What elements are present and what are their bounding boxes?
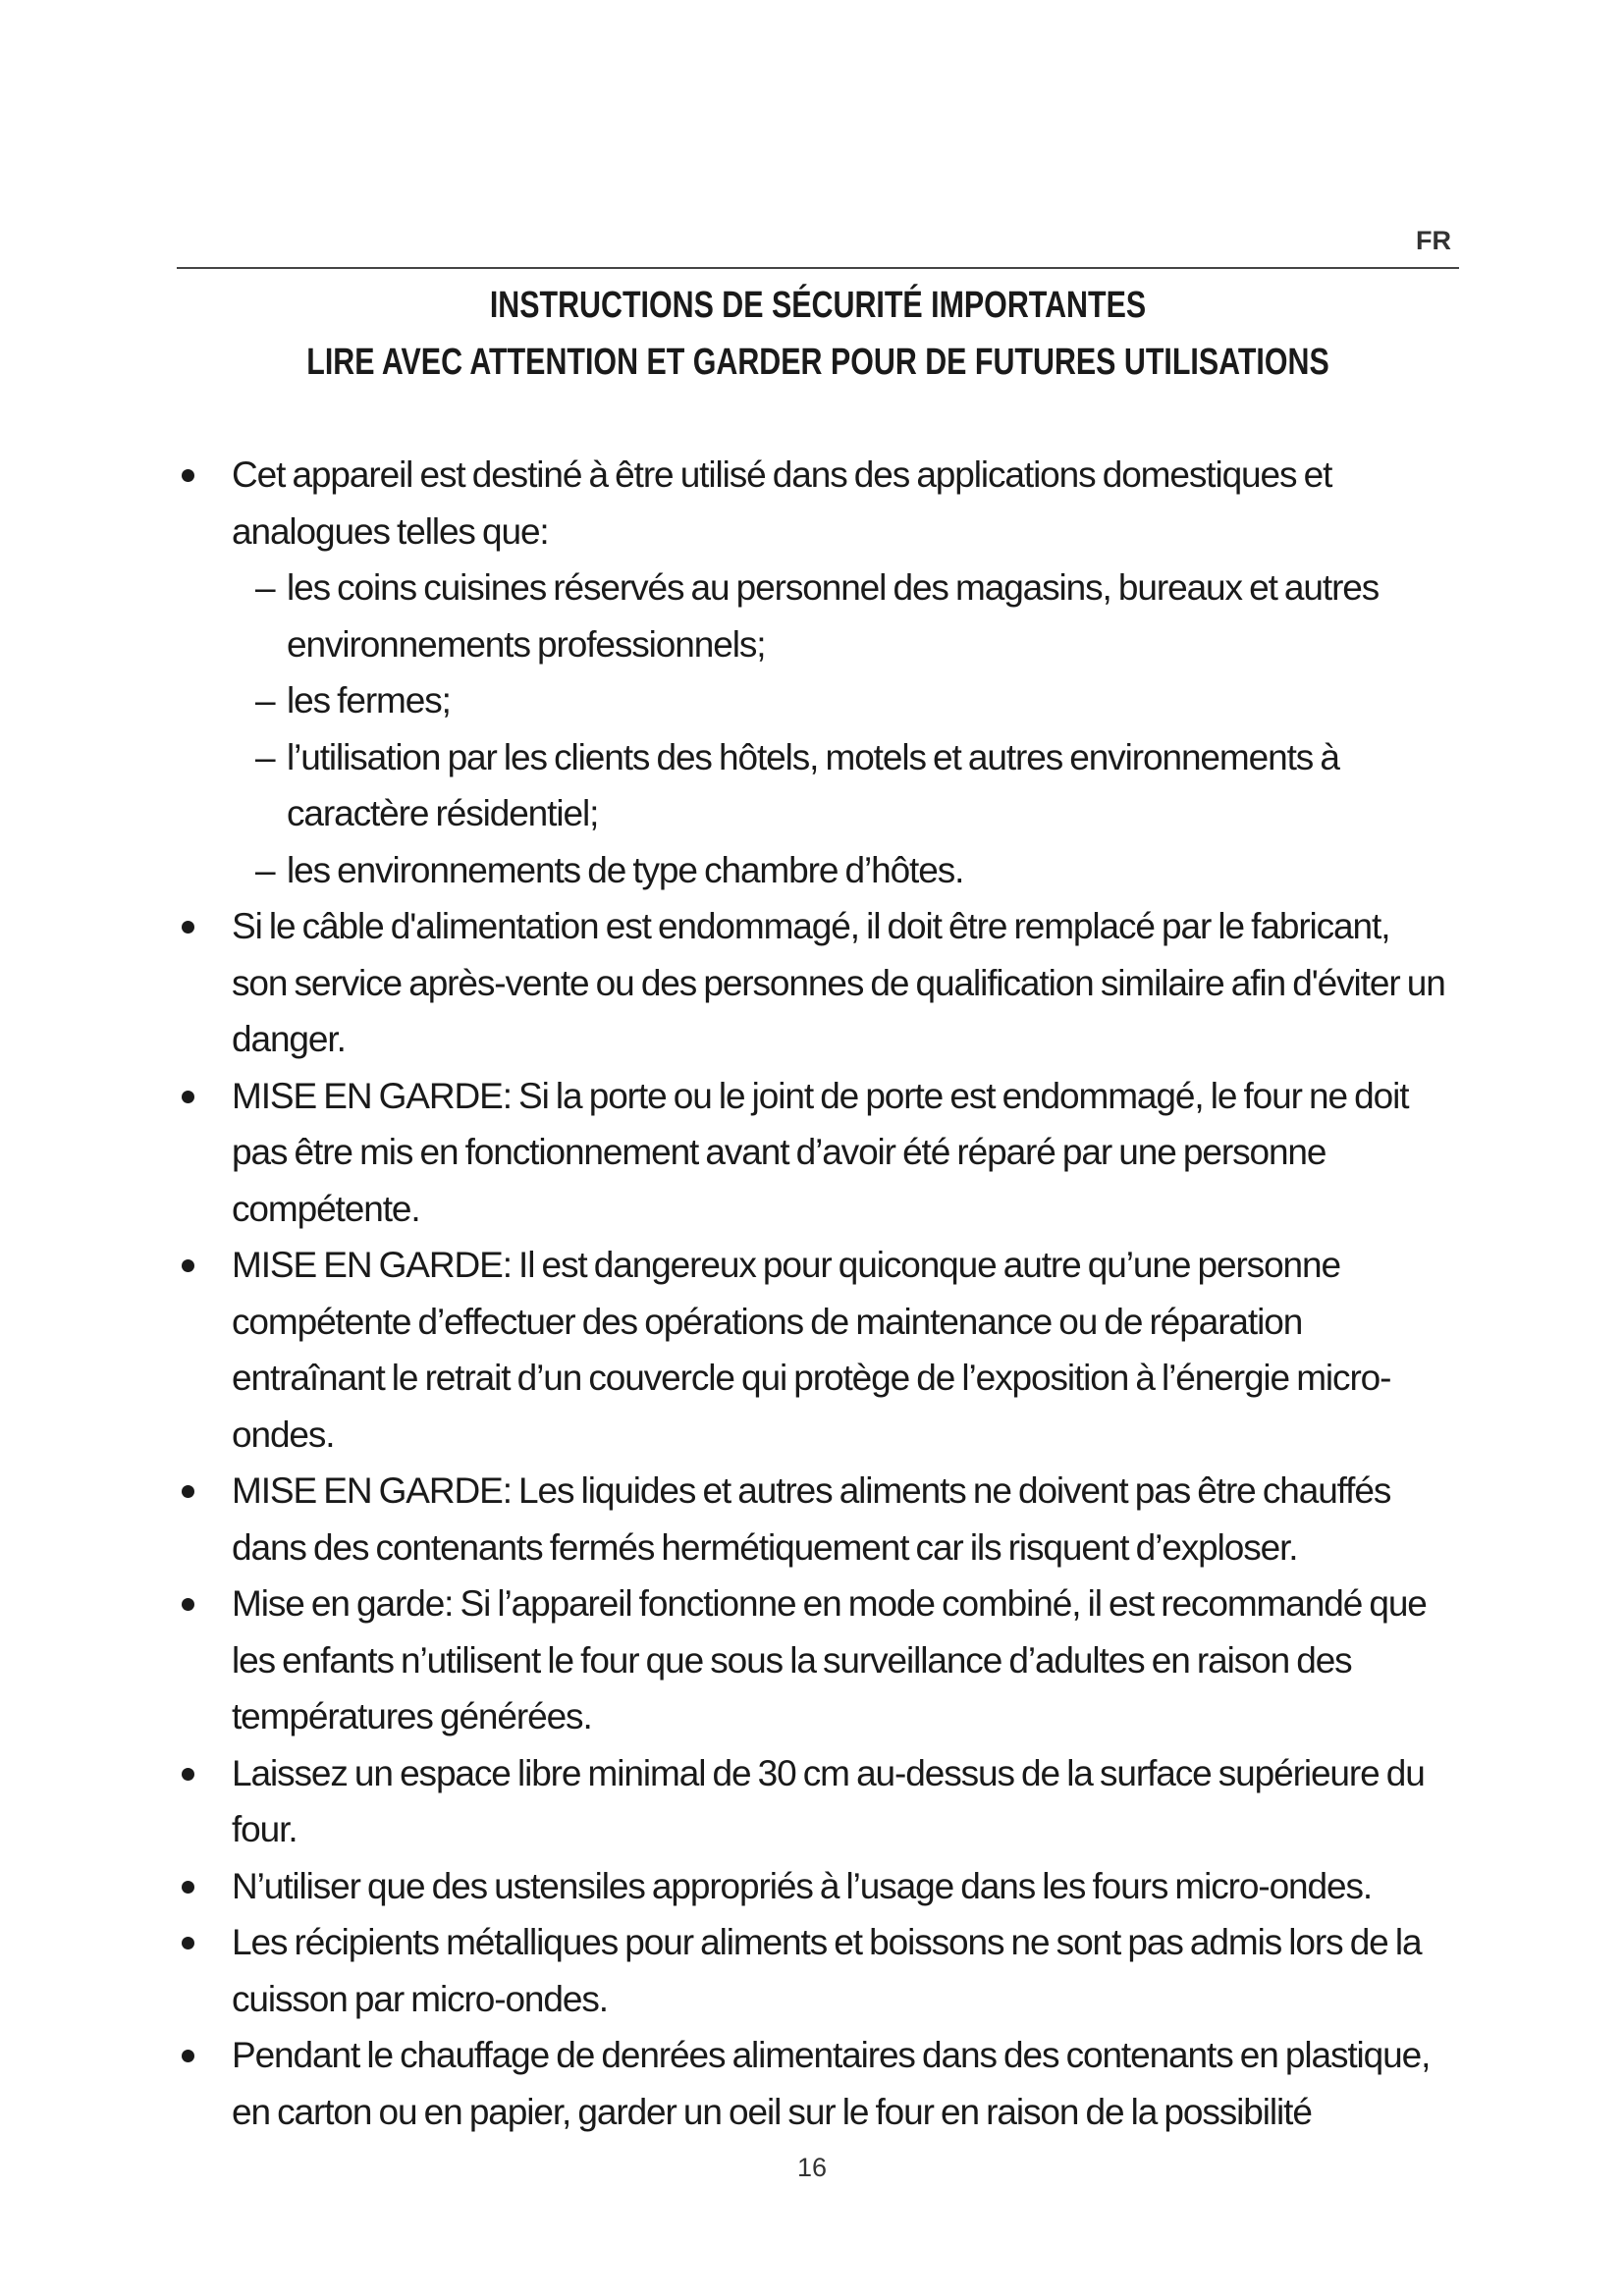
list-item-text: Si le câble d'alimentation est endommagé, il doit être remplacé par le fabricant, son service après-vente ou des personnes de qualification similaire afin d'éviter un danger. [232, 906, 1445, 1059]
list-item-text: MISE EN GARDE: Les liquides et autres aliments ne doivent pas être chauffés dans des contenants fermés hermétiquement car ils risquent d’exploser. [232, 1470, 1391, 1568]
list-item [179, 2027, 1445, 2140]
header-rule [177, 267, 1459, 269]
list-item-text: MISE EN GARDE: Il est dangereux pour quiconque autre qu’une personne compétente d’effectuer des opérations de maintenance ou de réparation entraînant le retrait d’un couvercle qui protège de l’exposition à l’énergie micro-ondes. [232, 1245, 1391, 1455]
list-item-text: Laissez un espace libre minimal de 30 cm au-dessus de la surface supérieure du four. [232, 1752, 1425, 1849]
bullet-icon [182, 1091, 194, 1103]
page-title: INSTRUCTIONS DE SÉCURITÉ IMPORTANTES [489, 285, 1147, 326]
list-item-text: Pendant le chauffage de denrées alimentaires dans des contenants en plastique, en carton ou en papier, garder un oeil sur le four en raison de la possibilité [232, 2035, 1431, 2132]
sub-list-item [179, 560, 1445, 672]
list-item [179, 1575, 1445, 1745]
dash-icon: – [255, 680, 275, 721]
sub-list-item [179, 672, 1445, 729]
list-item [179, 1914, 1445, 2027]
sub-list-item-text: les environnements de type chambre d’hôtes. [287, 849, 964, 890]
bullet-icon [182, 921, 194, 934]
bullet-icon [182, 1259, 194, 1272]
list-item [179, 1237, 1445, 1463]
list-item-text: Les récipients métalliques pour aliments et boissons ne sont pas admis lors de la cuisson par micro-ondes. [232, 1922, 1422, 2019]
dash-icon: – [255, 567, 275, 608]
list-item [179, 1463, 1445, 1575]
bullet-icon [182, 1937, 194, 1949]
list-item [179, 1068, 1445, 1238]
dash-icon: – [255, 736, 275, 777]
sub-list-item [179, 729, 1445, 842]
list-item [179, 447, 1445, 560]
list-item-text: MISE EN GARDE: Si la porte ou le joint de porte est endommagé, le four ne doit pas être mis en fonctionnement avant d’avoir été réparé par une personne compétente. [232, 1075, 1409, 1229]
bullet-icon [182, 469, 194, 482]
sub-list-item [179, 842, 1445, 899]
bullet-icon [182, 2050, 194, 2062]
list-item [179, 1858, 1445, 1915]
bullet-icon [182, 1598, 194, 1611]
list-item [179, 1745, 1445, 1858]
dash-icon: – [255, 849, 275, 890]
bullet-icon [182, 1485, 194, 1498]
sub-list-item-text: l’utilisation par les clients des hôtels, motels et autres environnements à caractère résidentiel; [287, 736, 1339, 833]
page-title-block [305, 277, 1331, 391]
language-label: FR [1416, 226, 1451, 255]
list-item-text: Mise en garde: Si l’appareil fonctionne en mode combiné, il est recommandé que les enfants n’utilisent le four que sous la surveillance d’adultes en raison des températures générées. [232, 1583, 1427, 1736]
list-item-text: Cet appareil est destiné à être utilisé dans des applications domestiques et analogues telles que: [232, 454, 1332, 552]
list-item-text: N’utiliser que des ustensiles appropriés à l’usage dans les fours micro-ondes. [232, 1865, 1373, 1906]
list-item [179, 898, 1445, 1068]
safety-instructions-list [179, 447, 1445, 2140]
sub-list-item-text: les fermes; [287, 680, 451, 721]
page-number: 16 [796, 2153, 828, 2182]
bullet-icon [182, 1881, 194, 1894]
sub-list-item-text: les coins cuisines réservés au personnel des magasins, bureaux et autres environnements professionnels; [287, 567, 1380, 665]
bullet-icon [182, 1768, 194, 1781]
page-subtitle: LIRE AVEC ATTENTION ET GARDER POUR DE FUTURES UTILISATIONS [306, 342, 1329, 383]
